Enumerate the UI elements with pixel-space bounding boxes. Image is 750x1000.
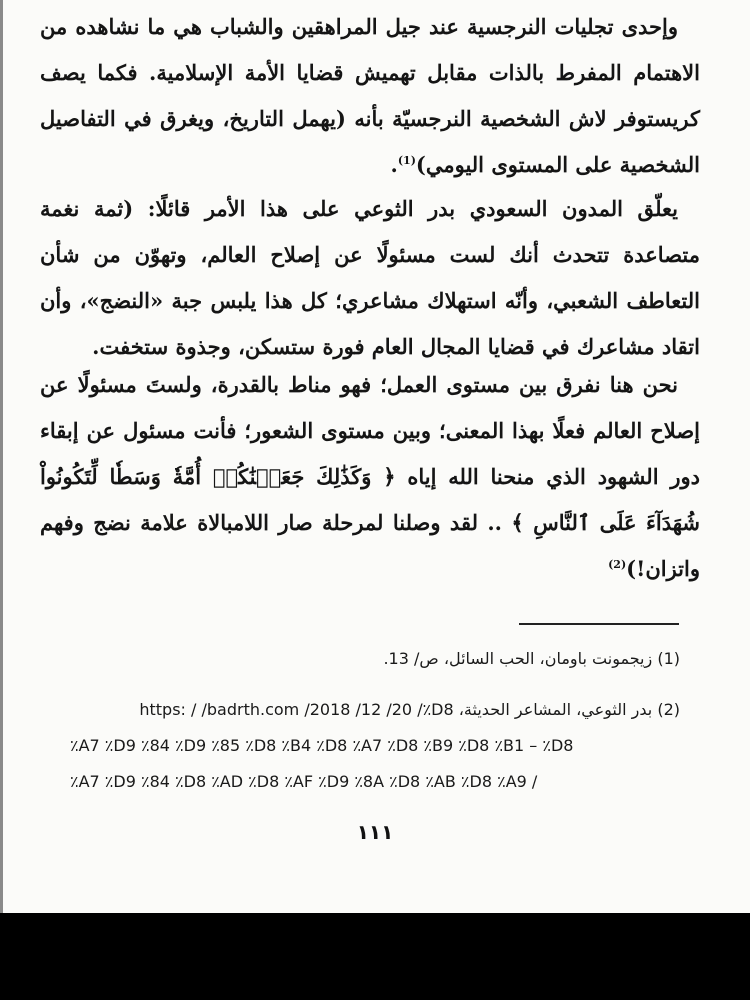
footnote-2	[70, 692, 680, 800]
quran-verse: ﴿ وَكَذَٰلِكَ جَعَلۡنَٰكُمۡ أُمَّةٗ وَسَطٗا لِّتَكُونُواْ شُهَدَآءَ عَلَى ٱلنَّاسِ ﴾	[40, 464, 700, 535]
footnote-ref-2[interactable]: (2)	[608, 558, 627, 571]
paragraph-3	[40, 362, 700, 592]
paragraph-1-end: .	[390, 152, 398, 177]
paragraph-1	[40, 4, 700, 188]
paragraph-3-start: نحن هنا نفرق بين مستوى العمل؛ فهو مناط بالقدرة، ولستَ مسئولًا عن إصلاح العالم فعلًا بهذا المعنى؛ وبين مستوى الشعور؛ فأنت مسئول عن إبقاء دور الشهود الذي منحنا الله إياه	[40, 372, 700, 489]
paragraph-2	[40, 186, 700, 370]
footnote-2-label: (2) بدر الثوعي، المشاعر الحديثة،	[458, 700, 680, 719]
footnote-2-url-line-3[interactable]: ٪A7 ٪D9 ٪84 ٪D8 ٪AD ٪D8 ٪AF ٪D9 ٪8A ٪D8 ٪AB ٪D8 ٪A9 /	[70, 772, 538, 791]
paragraph-2-text: يعلّق المدون السعودي بدر الثوعي على هذا الأمر قائلًا: (ثمة نغمة متصاعدة تتحدث أنك لست مسئولًا عن إصلاح العالم، وتهوّن من شأن التعاطف الشعبي، وأنّه استهلاك مشاعري؛ كل هذا يلبس جبة «النضج»، وأن اتقاد مشاعرك في قضايا المجال العام فورة ستسكن، وجذوة ستخفت.	[40, 196, 700, 359]
footnote-ref-1[interactable]: (1)	[397, 154, 416, 167]
page-number: ١١١	[356, 820, 394, 844]
footnote-1: (1) زيجمونت باومان، الحب السائل، ص/ 13.	[383, 649, 680, 668]
paragraph-3-end: .. لقد وصلنا لمرحلة صار اللامبالاة علامة نضج وفهم واتزان!)	[40, 510, 700, 581]
paragraph-1-text: وإحدى تجليات النرجسية عند جيل المراهقين والشباب هي ما نشاهده من الاهتمام المفرط بالذات مقابل تهميش قضايا الأمة الإسلامية. فكما يصف كريستوفر لاش الشخصية النرجسيّة بأنه (يهمل التاريخ، ويغرق في التفاصيل الشخصية على المستوى اليومي)	[40, 14, 700, 177]
footnote-2-url-line-1[interactable]: https: / /badrth.com /2018 /12 /20 /٪D8	[139, 700, 454, 719]
footnote-2-url-line-2[interactable]: ٪A7 ٪D9 ٪84 ٪D9 ٪85 ٪D8 ٪B4 ٪D8 ٪A7 ٪D8 ٪B9 ٪D8 ٪B1 – ٪D8	[70, 736, 574, 755]
footnote-separator	[519, 623, 679, 625]
page-edge	[0, 0, 3, 913]
